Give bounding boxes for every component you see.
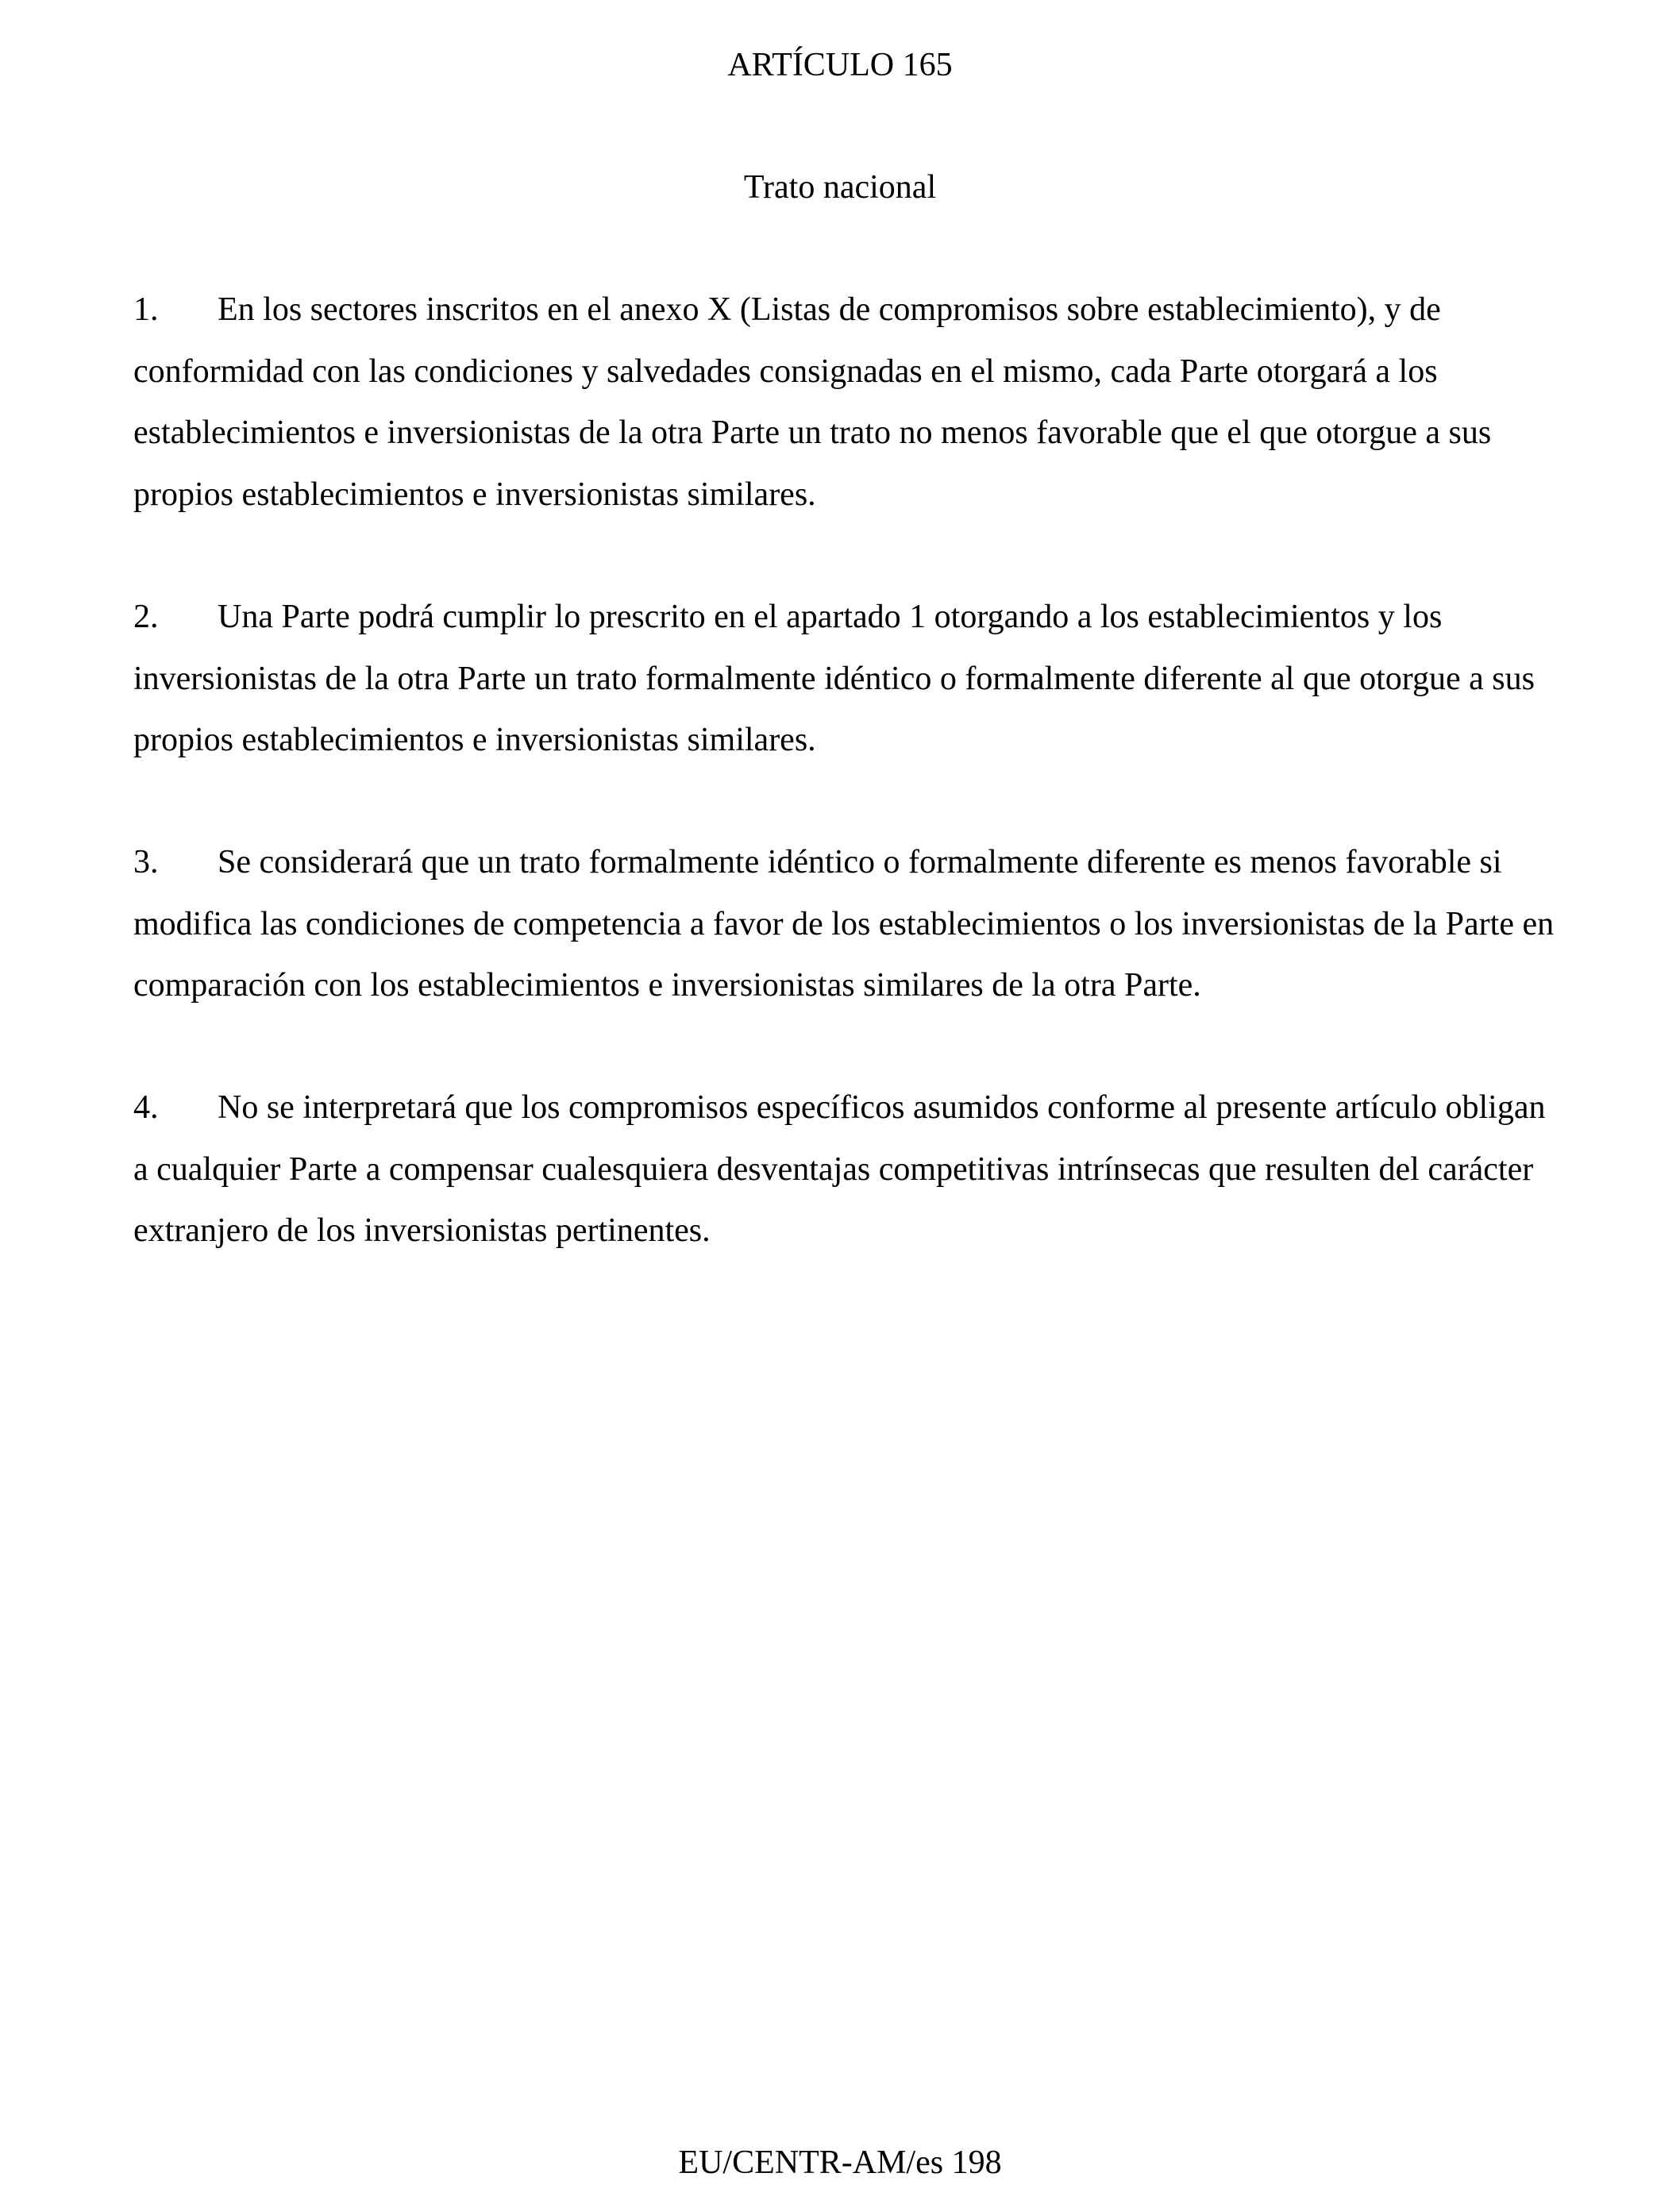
paragraph-3: [133, 832, 1562, 1017]
paragraph-text: En los sectores inscritos en el anexo X (Listas de compromisos sobre establecimiento), y de conformidad con las condiciones y salvedades consignadas en el mismo, cada Parte otorgará a los establecimientos e inversionistas de la otra Parte un trato no menos favorable que el que otorgue a sus propios establecimientos e inversionistas similares.: [133, 291, 1492, 513]
paragraph-text: Una Parte podrá cumplir lo prescrito en el apartado 1 otorgando a los establecimientos y los inversionistas de la otra Parte un trato formalmente idéntico o formalmente diferente al que otorgue a sus propios establecimientos e inversionistas similares.: [133, 599, 1535, 758]
paragraph-number: 2.: [133, 599, 159, 635]
paragraph-1: [133, 279, 1562, 526]
paragraph-4: [133, 1077, 1562, 1262]
paragraph-text: No se interpretará que los compromisos específicos asumidos conforme al presente artículo obligan a cualquier Parte a compensar cualesquiera desventajas competitivas intrínsecas que resulten del carácter extranjero de los inversionistas pertinentes.: [133, 1089, 1546, 1249]
article-number: ARTÍCULO 165: [727, 47, 953, 83]
paragraph-number: 1.: [133, 291, 159, 328]
page-footer-reference: EU/CENTR-AM/es 198: [678, 2144, 1002, 2181]
paragraph-2: [133, 587, 1562, 772]
paragraph-number: 3.: [133, 844, 159, 880]
paragraph-text: Se considerará que un trato formalmente idéntico o formalmente diferente es menos favorable si modifica las condiciones de competencia a favor de los establecimientos o los inversionistas de la Parte en comparación con los establecimientos e inversionistas similares de la otra Parte.: [133, 844, 1555, 1004]
paragraph-number: 4.: [133, 1089, 159, 1126]
article-title: Trato nacional: [743, 169, 937, 206]
